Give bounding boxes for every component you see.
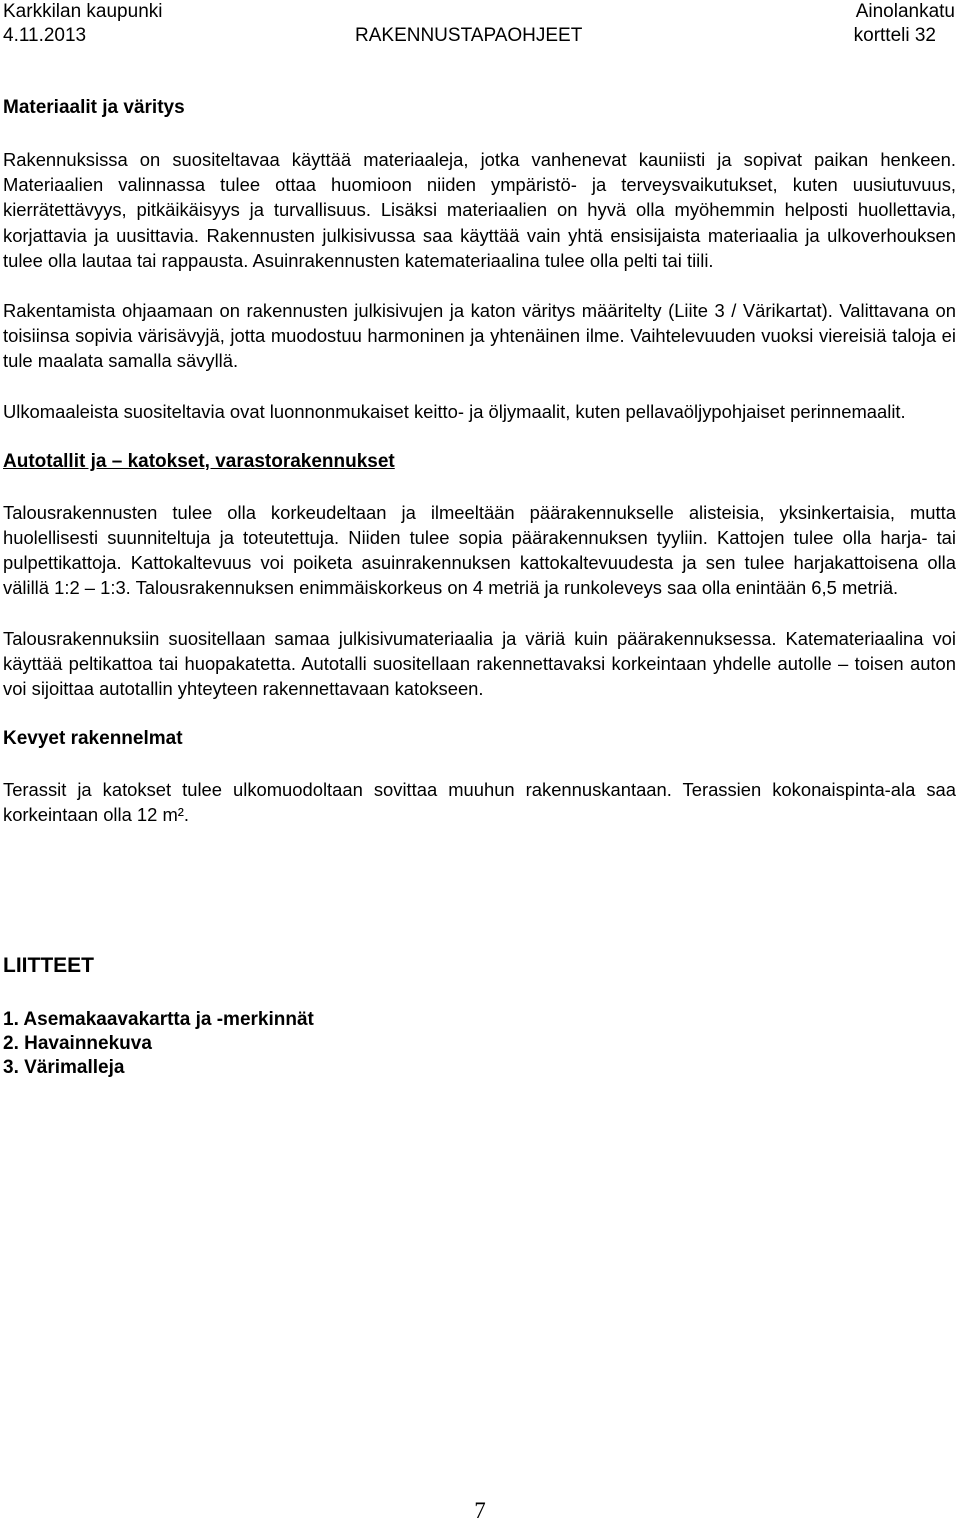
paragraph-materials-3: Ulkomaaleista suositeltavia ovat luonnonmukaiset keitto- ja öljymaalit, kuten pellavaöljypohjaiset perinnemaalit. [3,400,906,422]
paragraph-materials-2: Rakentamista ohjaamaan on rakennusten julkisivujen ja katon väritys määritelty (Liite 3 / Värikartat). Valittavana on toisiinsa sopivia värisävyjä, jotta muodostuu harmoninen ja yhtenäinen ilme. Vaihtelevuuden vuoksi viereisiä taloja ei tule maalata samalla sävyllä. [3,300,956,372]
section-heading-light-structures: Kevyet rakennelmat [3,728,183,750]
document-body [3,95,956,1080]
header-street: Ainolankatu [855,1,955,22]
page-number: 7 [474,1498,486,1523]
paragraph-materials-1: Rakennuksissa on suositeltavaa käyttää materiaaleja, jotka vanhenevat kauniisti ja sopivat paikan henkeen. Materiaalien valinnassa tulee ottaa huomioon niiden ympäristö- ja terveysvaikutukset, kuten uusiutuvuus, kierrätettävyys, pitkäikäisyys ja turvallisuus. Lisäksi materiaalien on hyvä olla myöhemmin helposti huollettavia, korjattavia ja uusittavia. Rakennusten julkisivussa saa käyttää vain yhtä ensisijaista materiaalia ja ulkoverhouksen tulee olla lautaa tai rappausta. Asuinrakennusten katemateriaalina tulee olla pelti tai tiili. [3,149,956,271]
section-heading-garages: Autotallit ja – katokset, varastorakennukset [3,450,395,472]
appendix-item: 2. Havainnekuva [3,1032,152,1054]
appendix-item: 1. Asemakaavakartta ja -merkinnät [3,1008,314,1030]
paragraph-garages-2: Talousrakennuksiin suositellaan samaa julkisivumateriaalia ja väriä kuin päärakennuksessa. Katemateriaalina voi käyttää peltikattoa tai huopakatetta. Autotalli suositellaan rakennettavaksi korkeintaan yhdelle autolle – toisen auton voi sijoittaa autotallin yhteyteen rakennettavaan katokseen. [3,627,956,700]
header-block: kortteli 32 [853,25,936,46]
header-municipality: Karkkilan kaupunki [3,1,163,22]
appendices-heading: LIITTEET [3,953,94,977]
appendices-list [3,1008,956,1080]
header-date: 4.11.2013 [3,25,87,46]
paragraph-garages-1: Talousrakennusten tulee olla korkeudeltaan ja ilmeeltään päärakennukselle alisteisia, yksinkertaisia, mutta huolellisesti suunniteltuja ja toteutettuja. Niiden tulee sopia päärakennuksen tyyliin. Kattojen tulee olla harja- tai pulpettikattoja. Kattokaltevuus voi poiketa asuinrakennuksen kattokaltevuudesta ja sen tulee harjakattoisena olla välillä 1:2 – 1:3. Talousrakennuksen enimmäiskorkeus on 4 metriä ja runkoleveys saa olla enintään 6,5 metriä. [3,501,956,599]
appendix-item: 3. Värimalleja [3,1056,125,1078]
section-heading-materials: Materiaalit ja väritys [3,97,185,118]
header-title: RAKENNUSTAPAOHJEET [355,25,583,46]
paragraph-light-structures: Terassit ja katokset tulee ulkomuodoltaan sovittaa muuhun rakennuskantaan. Terassien kokonaispinta-ala saa korkeintaan olla 12 m². [3,779,956,826]
